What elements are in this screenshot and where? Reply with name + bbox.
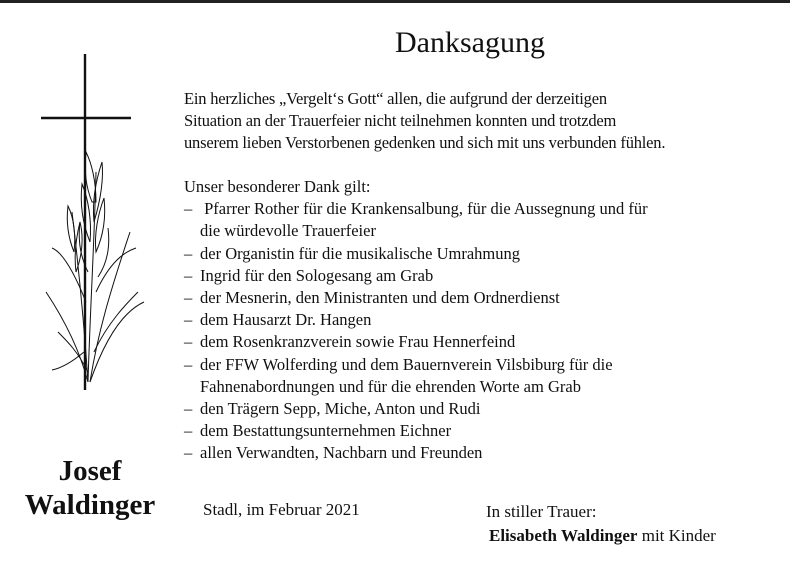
- dash-bullet: –: [184, 288, 193, 308]
- place-date: Stadl, im Februar 2021: [203, 500, 360, 519]
- mourner-line: [486, 524, 716, 548]
- intro-line: Situation an der Trauerfeier nicht teilnehmen konnten und trotzdem: [184, 111, 617, 130]
- cross-with-wheat-icon: [38, 52, 148, 392]
- mourner-name: Elisabeth Waldinger: [489, 526, 638, 545]
- intro-paragraph: [184, 88, 784, 154]
- thanks-list: [184, 176, 784, 465]
- dash-bullet: –: [184, 310, 193, 330]
- thanks-heading: Unser besonderer Dank gilt:: [184, 177, 371, 196]
- mourner-suffix: mit Kinder: [637, 526, 716, 545]
- thanks-item: [184, 309, 784, 331]
- thanks-item-text: allen Verwandten, Nachbarn und Freunden: [200, 443, 483, 463]
- dash-bullet: –: [184, 243, 193, 263]
- thanks-item: [184, 265, 784, 287]
- thanks-item-text: dem Hausarzt Dr. Hangen: [200, 310, 372, 330]
- deceased-first-name: Josef: [58, 455, 122, 487]
- thanks-item: [184, 442, 784, 464]
- thanks-item-text: dem Rosenkranzverein sowie Frau Hennerfeind: [200, 332, 516, 352]
- notice-title: Danksagung: [395, 26, 545, 59]
- thanks-item: [184, 354, 784, 376]
- dash-bullet: –: [184, 332, 193, 352]
- thanks-item-text: der Organistin für die musikalische Umrahmung: [200, 243, 521, 263]
- thanks-item-continuation: die würdevolle Trauerfeier: [200, 221, 376, 241]
- thanks-item: [184, 420, 784, 442]
- thanks-item-text: dem Bestattungsunternehmen Eichner: [200, 421, 452, 441]
- thanks-item: [184, 243, 784, 265]
- mourning-label: In stiller Trauer:: [486, 502, 597, 521]
- thanks-item-text: den Trägern Sepp, Miche, Anton und Rudi: [200, 399, 481, 419]
- intro-line: Ein herzliches „Vergelt‘s Gott“ allen, die aufgrund der derzeitigen: [184, 89, 607, 108]
- thanks-item-text: Pfarrer Rother für die Krankensalbung, für die Aussegnung und für: [200, 199, 648, 219]
- dash-bullet: –: [184, 421, 193, 441]
- dash-bullet: –: [184, 399, 193, 419]
- dash-bullet: –: [184, 354, 193, 374]
- intro-line: unserem lieben Verstorbenen gedenken und sich mit uns verbunden fühlen.: [184, 133, 666, 152]
- deceased-last-name: Waldinger: [24, 489, 156, 521]
- thanks-item-text: der FFW Wolferding und dem Bauernverein Vilsbiburg für die: [200, 354, 613, 374]
- thanks-item-text: Ingrid für den Sologesang am Grab: [200, 265, 434, 285]
- thanks-item-text: der Mesnerin, den Ministranten und dem Ordnerdienst: [200, 288, 560, 308]
- deceased-name: [10, 454, 170, 522]
- dash-bullet: –: [184, 443, 193, 463]
- dash-bullet: –: [184, 199, 193, 219]
- mourning-block: [486, 500, 716, 548]
- top-rule: [0, 0, 790, 3]
- thanks-item-continuation: Fahnenabordnungen und für die ehrenden Worte am Grab: [200, 376, 581, 396]
- thanks-item: [184, 198, 784, 220]
- thanks-item: [184, 331, 784, 353]
- dash-bullet: –: [184, 265, 193, 285]
- thanks-item: [184, 398, 784, 420]
- thanks-item: [184, 287, 784, 309]
